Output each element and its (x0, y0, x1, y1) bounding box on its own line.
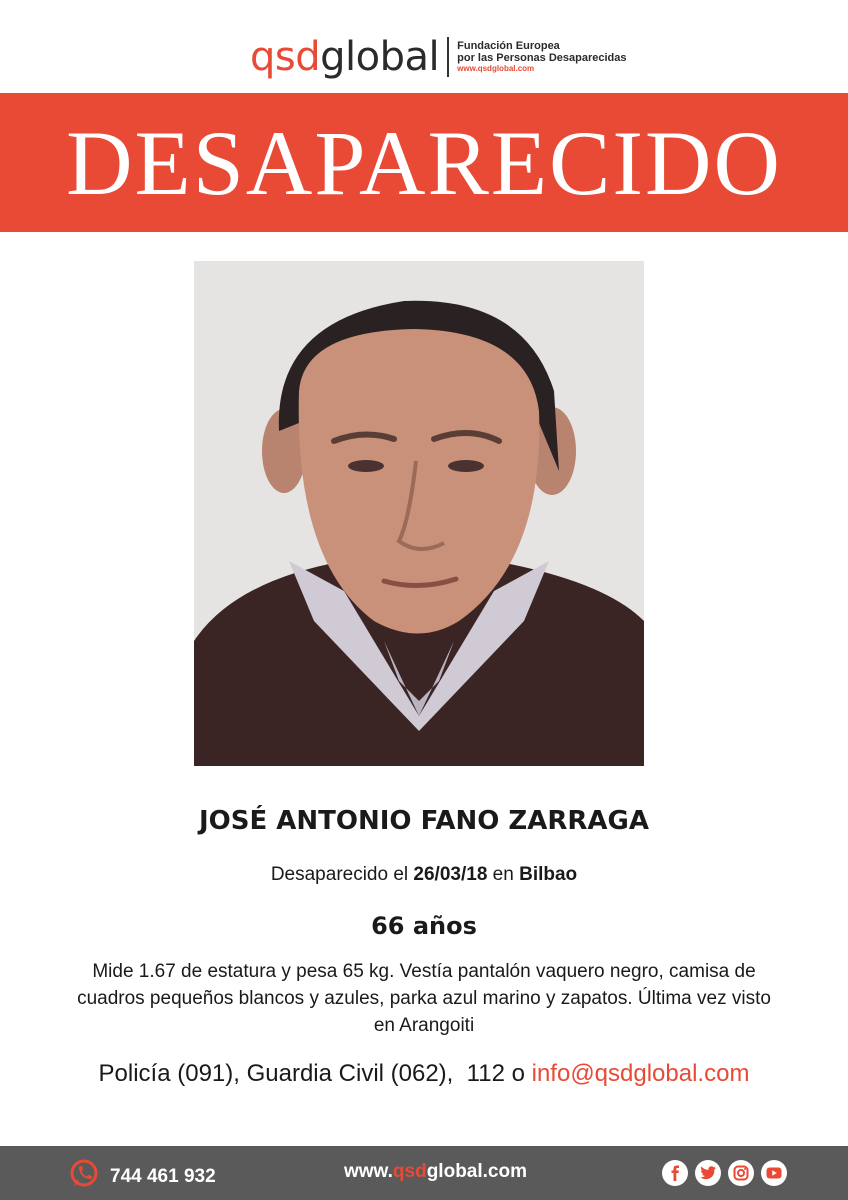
person-age: 66 años (371, 912, 477, 940)
person-description: Mide 1.67 de estatura y pesa 65 kg. Vestía pantalón vaquero negro, camisa de cuadros pequeños blancos y azules, parka azul marino y zapatos. Última vez visto en Arangoiti (77, 961, 771, 1036)
contact-email-link[interactable]: info@qsdglobal.com (531, 1060, 750, 1087)
whatsapp-icon (68, 1158, 100, 1195)
facebook-icon[interactable] (662, 1160, 688, 1186)
footer-phone-number: 744 461 932 (110, 1165, 216, 1187)
logo-divider (447, 37, 449, 77)
footer-web-brand-red: qsd (392, 1161, 427, 1182)
missing-connector: en (492, 864, 514, 885)
footer-phone[interactable] (68, 1158, 216, 1195)
person-photo (194, 261, 644, 766)
missing-date-line (0, 864, 848, 886)
missing-date: 26/03/18 (413, 864, 488, 885)
logo-wordmark (250, 34, 440, 80)
instagram-icon[interactable] (728, 1160, 754, 1186)
footer-website-link[interactable] (344, 1161, 527, 1183)
org-name-line2: por las Personas Desaparecidas (457, 52, 627, 65)
person-name: JOSÉ ANTONIO FANO ZARRAGA (198, 806, 650, 836)
missing-banner (0, 93, 848, 232)
twitter-icon[interactable] (695, 1160, 721, 1186)
org-name-line1: Fundación Europea (457, 40, 560, 52)
missing-place: Bilbao (519, 864, 578, 885)
contact-line (0, 1060, 848, 1088)
youtube-icon[interactable] (761, 1160, 787, 1186)
social-links (662, 1160, 787, 1186)
contact-text: Policía (091), Guardia Civil (062), 112 o (98, 1060, 532, 1087)
org-logo (250, 32, 627, 82)
footer-web-brand-rest: global.com (426, 1161, 527, 1182)
footer-web-prefix: www. (344, 1161, 393, 1182)
org-name-block (457, 40, 626, 74)
portrait-illustration (194, 261, 644, 766)
logo-suffix: global (320, 34, 440, 80)
logo-prefix: qsd (250, 34, 321, 80)
missing-prefix: Desaparecido el (270, 864, 409, 885)
footer-bar (0, 1146, 848, 1200)
banner-title: DESAPARECIDO (66, 111, 782, 214)
org-url[interactable]: www.qsdglobal.com (457, 64, 535, 74)
